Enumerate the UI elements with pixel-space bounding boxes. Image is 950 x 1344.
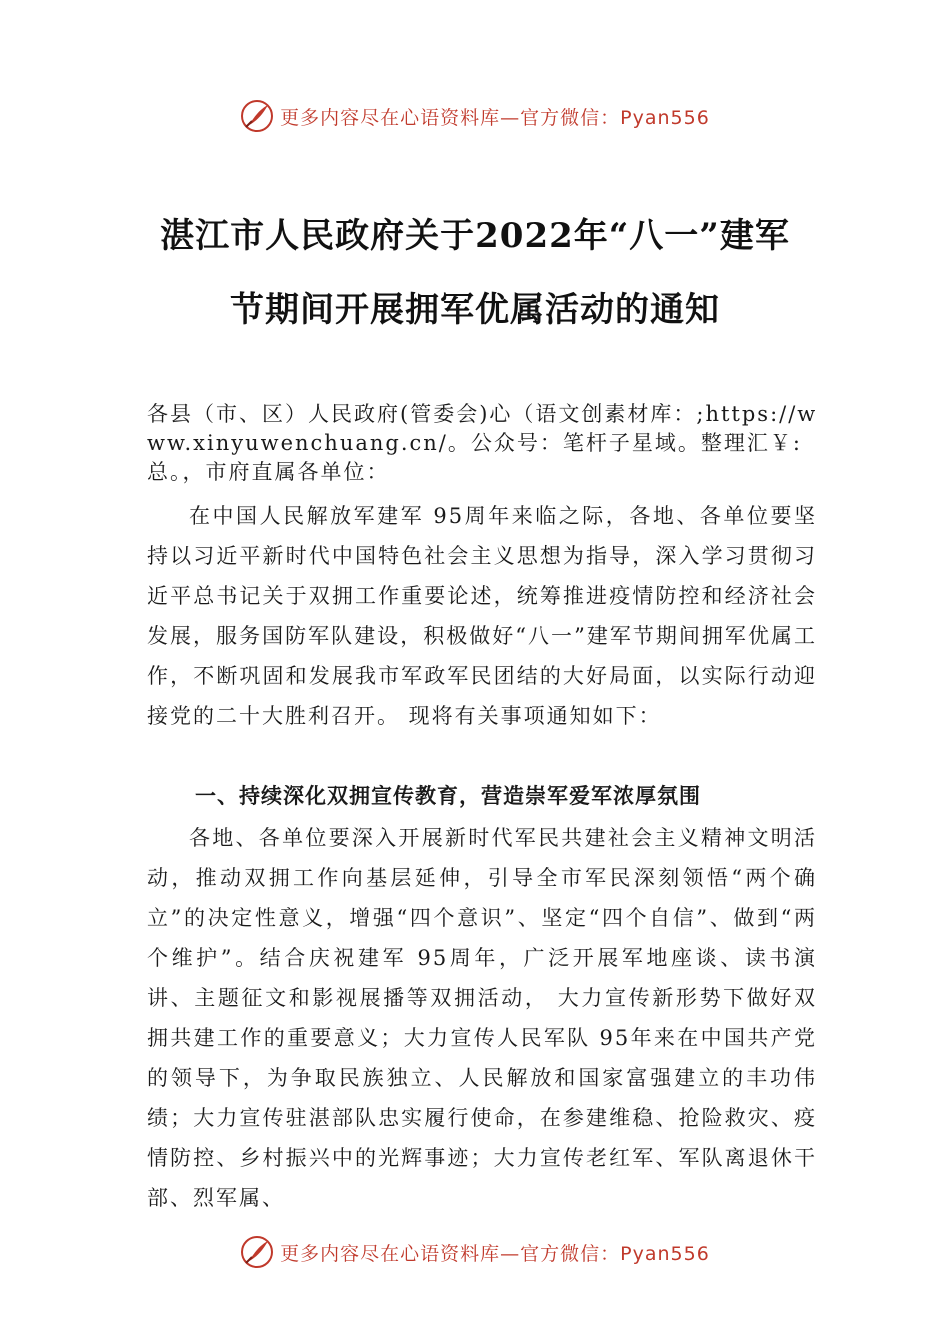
watermark-text: 更多内容尽在心语资料库—官方微信：	[280, 1242, 621, 1265]
footer-watermark	[0, 1232, 950, 1272]
document-title-line1: 湛江市人民政府关于2022年“八一”建军	[160, 216, 790, 256]
addressee: 各县（市、区）人民政府(管委会)心（语文创素材库：;https://www.xinyuwenchuang.cn/。公众号：笔杆子星域。整理汇￥:总。，市府直属各单位：	[147, 402, 818, 484]
wechat-id: Pyan556	[620, 106, 710, 129]
wechat-id: Pyan556	[620, 1242, 710, 1265]
paragraph-section1: 各地、各单位要深入开展新时代军民共建社会主义精神文明活动，推动双拥工作向基层延伸，引导全市军民深刻领悟“两个确立”的决定性意义，增强“四个意识”、坚定“四个自信”、做到“两个维护”。结合庆祝建军 95周年，广泛开展军地座谈、读书演讲、主题征文和影视展播等双拥活动， 大力宣传新形势下做好双拥共建工作的重要意义；大力宣传人民军队 95年来在中国共产党的领导下，为争取民族独立、人民解放和国家富强建立的丰功伟绩；大力宣传驻湛部队忠实履行使命，在参建维稳、抢险救灾、疫情防控、乡村振兴中的光辉事迹；大力宣传老红军、军队离退休干部、烈军属、	[147, 826, 817, 1210]
section-heading-1: 一、持续深化双拥宣传教育，营造崇军爱军浓厚氛围	[195, 784, 701, 808]
quill-logo-icon	[240, 99, 274, 133]
document-title-line2: 节期间开展拥军优属活动的通知	[230, 290, 720, 330]
header-watermark	[0, 96, 950, 136]
watermark-text: 更多内容尽在心语资料库—官方微信：	[280, 106, 621, 129]
paragraph-intro: 在中国人民解放军建军 95周年来临之际，各地、各单位要坚持以习近平新时代中国特色社会主义思想为指导，深入学习贯彻习近平总书记关于双拥工作重要论述，统筹推进疫情防控和经济社会发展，服务国防军队建设，积极做好“八一”建军节期间拥军优属工作，不断巩固和发展我市军政军民团结的大好局面，以实际行动迎接党的二十大胜利召开。 现将有关事项通知如下：	[147, 504, 817, 728]
quill-logo-icon	[240, 1235, 274, 1269]
